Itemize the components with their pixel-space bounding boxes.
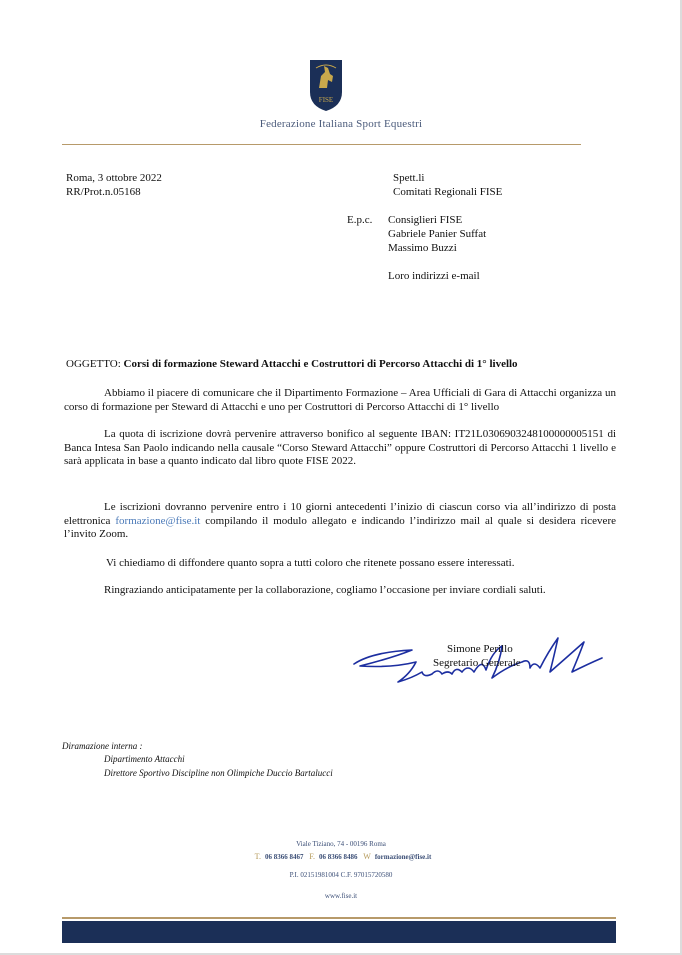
distribution-line: Dipartimento Attacchi <box>104 754 185 764</box>
letter-date: Roma, 3 ottobre 2022 <box>66 172 162 184</box>
subject-text: Corsi di formazione Steward Attacchi e Costruttori di Percorso Attacchi di 1° livello <box>123 358 518 370</box>
cc-line: Massimo Buzzi <box>388 242 457 254</box>
phone-label: T. <box>254 852 261 861</box>
footer-email[interactable]: formazione@fise.it <box>374 853 432 861</box>
footer-band <box>62 921 616 943</box>
recipient-label: Spett.li <box>393 172 425 184</box>
distribution-line: Direttore Sportivo Discipline non Olimpiche Duccio Bartalucci <box>104 768 333 778</box>
org-name: Federazione Italiana Sport Equestri <box>259 118 423 130</box>
fise-logo <box>306 58 346 112</box>
paragraph: Vi chiediamo di diffondere quanto sopra a tutti coloro che ritenete possano essere interessati. <box>106 557 515 569</box>
subject-line <box>66 358 518 370</box>
fax-number: 06 8366 8486 <box>319 853 358 861</box>
paragraph: Abbiamo il piacere di comunicare che il Dipartimento Formazione – Area Ufficiali di Gara di Attacchi organizza un corso di formazione per Steward di Attacchi e uno per Costruttori di Percorso Attacchi di 1° livello <box>64 387 616 413</box>
paragraph-text: compilando il modulo allegato e indicando l’indirizzo mail al quale si desidera ricevere l’invito Zoom. <box>64 514 616 540</box>
footer-tax-ids: P.I. 02151981004 C.F. 97015720580 <box>289 871 393 879</box>
cc-line: Consiglieri FISE <box>388 214 463 226</box>
logo-text: FISE <box>318 96 334 104</box>
paragraph-text: Le iscrizioni dovranno pervenire entro i 10 giorni antecedenti l’inizio di ciascun corso via all’indirizzo di posta elettronica <box>64 501 616 527</box>
protocol-number: RR/Prot.n.05168 <box>66 186 141 198</box>
cc-note: Loro indirizzi e-mail <box>388 270 480 282</box>
paragraph: Ringraziando anticipatamente per la collaborazione, cogliamo l’occasione per inviare cordiali saluti. <box>104 584 546 596</box>
phone-number: 06 8366 8467 <box>264 853 304 861</box>
footer-contacts <box>0 852 682 861</box>
web-label: W <box>363 852 371 861</box>
fax-label: F. <box>309 852 316 861</box>
paragraph <box>64 501 616 542</box>
header-divider <box>62 144 581 145</box>
signer-name: Simone Perillo <box>447 643 513 655</box>
distribution-heading: Diramazione interna : <box>62 741 143 751</box>
signer-title: Segretario Generale <box>433 657 521 669</box>
cc-label: E.p.c. <box>347 214 373 226</box>
footer-website[interactable]: www.fise.it <box>324 892 358 900</box>
cc-line: Gabriele Panier Suffat <box>388 228 487 240</box>
footer-address: Viale Tiziano, 74 - 00196 Roma <box>296 840 386 848</box>
email-link[interactable]: formazione@fise.it <box>115 514 201 527</box>
paragraph: La quota di iscrizione dovrà pervenire attraverso bonifico al seguente IBAN: IT21L0306903248100000005151 di Banca Intesa San Paolo indicando nella causale “Corso Steward Attacchi” oppure Costruttori di Percorso Attacchi 1 livello e sarà applicata in base a quanto indicato dal libro quote FISE 2022. <box>64 428 616 467</box>
footer-gold-rule <box>62 917 616 919</box>
recipient: Comitati Regionali FISE <box>393 186 503 198</box>
subject-label: OGGETTO: <box>66 358 124 370</box>
